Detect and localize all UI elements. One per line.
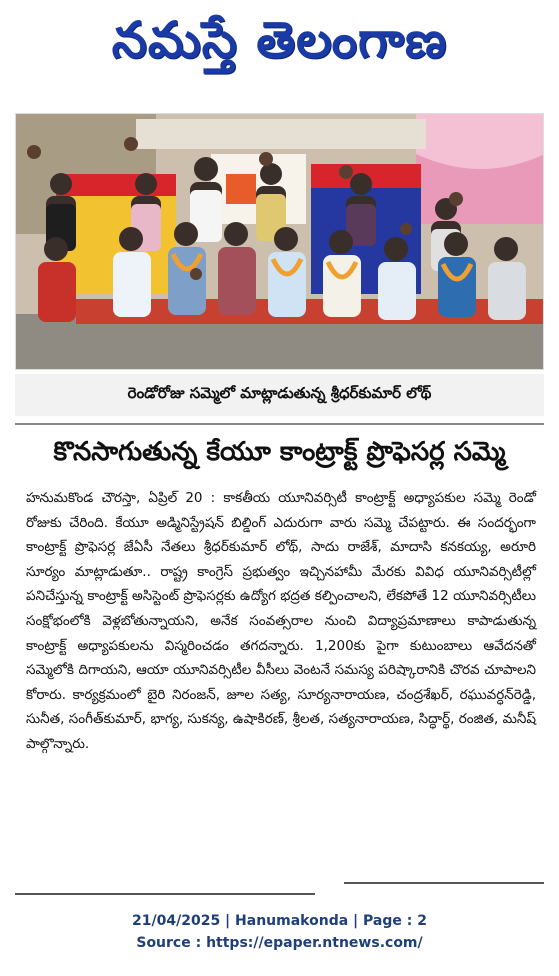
newspaper-logo: నమస్తే తెలంగాణ — [111, 10, 448, 69]
divider — [15, 893, 315, 895]
footer-meta: 21/04/2025 | Hanumakonda | Page : 2 — [132, 913, 427, 929]
photo-caption: రెండోరోజు సమ్మెలో మాట్లాడుతున్న శ్రీధర్‌కుమార్ లోథ్ — [127, 384, 432, 402]
news-photo — [15, 113, 544, 370]
divider — [344, 882, 544, 884]
divider — [15, 423, 544, 425]
masthead — [0, 0, 559, 92]
photo-caption-bar — [15, 374, 544, 416]
footer — [0, 910, 559, 954]
article-body: హనుమకొండ చౌరస్తా, ఏప్రిల్ 20 : కాకతీయ యూనివర్సిటీ కాంట్రాక్ట్ అధ్యాపకుల సమ్మె రెండో రోజుకు చేరింది. కేయూ అడ్మినిస్ట్రేషన్ బిల్డింగ్ ఎదురుగా వారు సమ్మె చేపట్టారు. ఈ సందర్భంగా కాంట్రాక్ట్ ప్రొఫెసర్ల జేఏసీ నేతలు శ్రీధర్‌కుమార్ లోథ్, సాదు రాజేశ్, మాదాసి కనకయ్య, అరూరి సూర్యం మాట్లాడుతూ.. రాష్ట్ర కాంగ్రెస్ ప్రభుత్వం ఇచ్చినహామీ మేరకు వివిధ యూనివర్సిటీల్లో పనిచేస్తున్న కాంట్రాక్ట్ అసిస్టెంట్ ప్రొఫెసర్లకు ఉద్యోగ భద్రత కల్పించాలని, లేకపోతే 12 యూనివర్సిటీలు సంక్షోభంలోకి వెళ్లబోతున్నాయని, అనేక సంవత్సరాల నుంచి విద్యాప్రమాణాలు కాపాడుతున్న కాంట్రాక్ట్ అధ్యాపకులను విస్మరించడం తగదన్నారు. 1,200కు పైగా కుటుంబాలు ఆవేదనతో సమ్మెలోకి దిగాయని, ఆయా యూనివర్సిటీల వీసీలు వెంటనే సమస్య పరిష్కారానికి చొరవ చూపాలని కోరారు. కార్యక్రమంలో బైరి నిరంజన్, జూల సత్య, సూర్యనారాయణ, చంద్రశేఖర్, రఘువర్ధన్‌రెడ్డి, సునీత, సంగీత్‌కుమార్, భాగ్య, సుకన్య, ఉషాకిరణ్, శ్రీలత, సత్యనారాయణ, సిద్ధార్థ్, రంజిత, మనీష్ పాల్గొన్నారు. — [26, 490, 536, 752]
article-headline: కొనసాగుతున్న కేయూ కాంట్రాక్ట్ ప్రొఫెసర్ల సమ్మె — [53, 437, 506, 467]
protest-photo-icon — [16, 114, 544, 370]
footer-source: Source : https://epaper.ntnews.com/ — [136, 935, 423, 951]
